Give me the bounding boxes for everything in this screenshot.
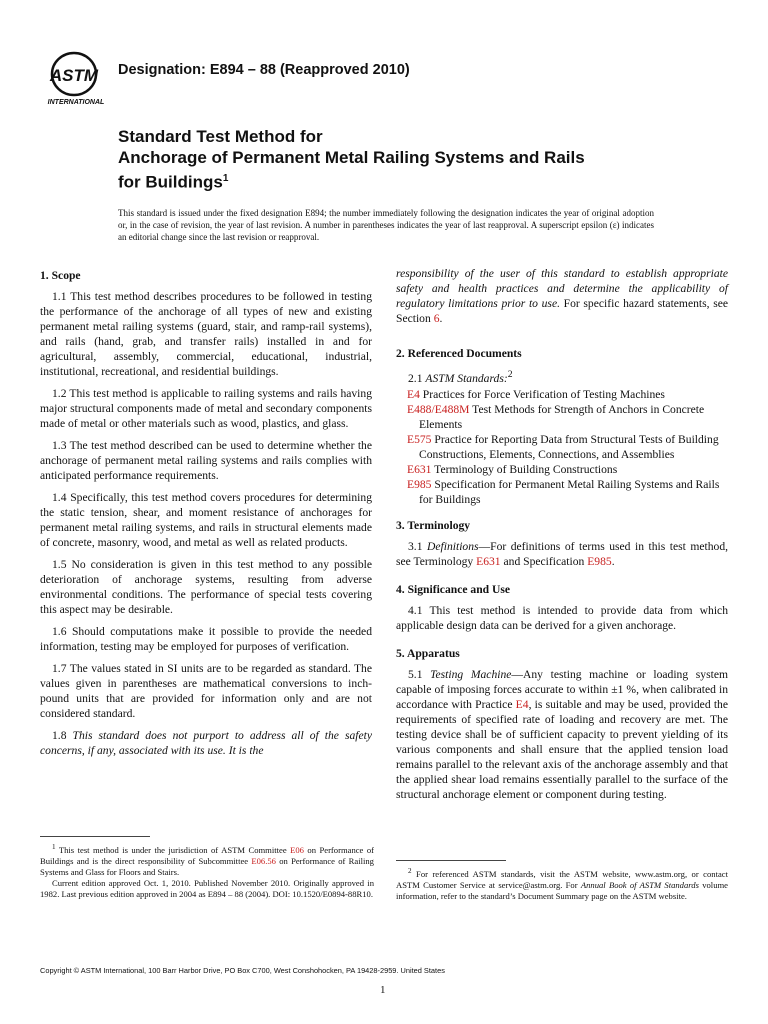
issuance-notice: This standard is issued under the fixed designation E894; the number immediately following the designation indicates the year of original adoption or, in the case of revision, the year of last revision. A number in parentheses indicates the year of last reapproval. A superscript epsilon (ε) indicates an editorial change since the last revision or reapproval. (118, 208, 654, 242)
section-heading-apparatus: 5. Apparatus (396, 646, 460, 660)
paragraph-1-5: 1.5 No consideration is given in this test method to any possible deterioration of anchorage systems, resulting from adverse environmental conditions. The performance of special tests covering this aspect may be desirable. (40, 558, 372, 616)
reference-link-e4[interactable]: E4 (407, 387, 420, 401)
page-number: 1 (380, 984, 386, 996)
title-footnote-mark: 1 (222, 173, 229, 184)
astm-logo (40, 50, 112, 108)
section-heading-scope: 1. Scope (40, 269, 81, 282)
reference-item: E4 Practices for Force Verification of Testing Machines (407, 387, 665, 401)
paragraph-1-8: 1.8 This standard does not purport to address all of the safety concerns, if any, associated with its use. It is the (40, 729, 373, 757)
apparatus-link-e4[interactable]: E4 (515, 697, 529, 711)
reference-item: E488/E488M Test Methods for Strength of Anchors in Concrete Elements (407, 402, 705, 431)
paragraph-4-1: 4.1 This test method is intended to provide data from which applicable design data can be derived for a given anchorage. (396, 603, 728, 632)
section-heading-significance: 4. Significance and Use (396, 582, 511, 596)
reference-item: E575 Practice for Reporting Data from Structural Tests of Building Constructions, Elements, Connections, and Assemblies (407, 432, 719, 461)
section-heading-referenced-documents: 2. Referenced Documents (396, 347, 522, 360)
reference-link-e488[interactable]: E488/E488M (407, 402, 470, 416)
paragraph-1-7: 1.7 The values stated in SI units are to be regarded as standard. The values given in parentheses are mathematical conversions to inch-pound units that are provided for information only and are not considered standard. (40, 662, 372, 720)
reference-link-e985[interactable]: E985 (407, 477, 432, 491)
svg-text:INTERNATIONAL: INTERNATIONAL (47, 99, 105, 106)
footnote-rule-right (396, 860, 506, 861)
reference-item: E631 Terminology of Building Constructions (407, 462, 618, 476)
paragraph-3-1: 3.1 Definitions—For definitions of terms used in this test method, see Terminology E631 and Specification E985. (396, 539, 729, 568)
footnote-1: $^1$ This test method is under the jurisdiction of ASTM Committee E06 on Performance of Buildings and is the direct responsibility of Subcommittee E06.56 on Performance of Railing Systems and Glass for Floors and Stairs. Current edition approved Oct. 1, 2010. Published November 2010. Originally approved in 1982. Last previous edition approved in 2004 as E894 – 88 (2004). DOI: 10.1520/E0894-88R10. (40, 843, 374, 899)
paragraph-1-4: 1.4 Specifically, this test method covers procedures for determining the static tension, shear, and moment resistance of anchorages for permanent metal railing systems, and rails in structural elements made of concrete, masonry, wood, and metal as well as related products. (40, 491, 372, 549)
reference-list (407, 387, 728, 507)
designation: Designation: E894 – 88 (Reapproved 2010) (118, 62, 410, 78)
terminology-link-e631[interactable]: E631 (476, 554, 501, 568)
footnote-1-edition: Current edition approved Oct. 1, 2010. Published November 2010. Originally approved in 1982. Last previous edition approved in 2004 as E894 – 88 (2004). DOI: 10.1520/E0894-88R10. (40, 877, 374, 899)
section-6-link[interactable]: 6 (433, 312, 440, 325)
footnote-2: $^2$ For referenced ASTM standards, visit the ASTM website, www.astm.org, or contact ASTM Customer Service at service@astm.org. For Annual Book of ASTM Standards volume information, refer to the standard’s Document Summary page on the ASTM website. (396, 867, 728, 901)
footnote-rule-left (40, 836, 150, 837)
committee-e06-link[interactable]: E06 (290, 844, 304, 855)
paragraph-1-1: 1.1 This test method describes procedures to be followed in testing the performance of the anchorage of all types of new and existing permanent metal railing systems (guard, stair, and ramp-rail systems), and rails (hand, grab, and transfer rails) installed in and for agricultural, assembly, commercial, educational, industrial, institutional, recreational, and residential buildings. (40, 290, 372, 378)
paragraph-1-6: 1.6 Should computations make it possible to provide the needed information, testing may be employed for purposes of verification. (40, 625, 372, 653)
section-heading-terminology: 3. Terminology (396, 518, 471, 532)
paragraph-2-1: 2.1 ASTM Standards:$^2$ (408, 369, 513, 385)
reference-link-e631[interactable]: E631 (407, 462, 432, 476)
subcommittee-e06-56-link[interactable]: E06.56 (251, 855, 276, 866)
reference-link-e575[interactable]: E575 (407, 432, 432, 446)
right-column (396, 266, 728, 809)
left-column (40, 266, 372, 765)
reference-item: E985 Specification for Permanent Metal Railing Systems and Rails for Buildings (407, 477, 720, 506)
svg-text:ASTM: ASTM (49, 66, 99, 85)
paragraph-5-1: 5.1 Testing Machine—Any testing machine or loading system capable of imposing forces accurate to within ±1 %, when calibrated in accordance with Practice E4, is suitable and may be used, provided the requirements of specified rate of loading and recovery are met. The testing device shall be of sufficient capacity to prevent yielding of its various components and shall ensure that the applied tension load remains parallel to the relevant axis of the anchorage assembly and that the applied shear load remains essentially parallel to the surface of the structural anchorage element or component during testing. (396, 667, 728, 801)
paragraph-1-3: 1.3 The test method described can be used to determine whether the anchorage of permanent metal railing systems and rails complies with anticipated performance requirements. (40, 439, 372, 482)
terminology-link-e985[interactable]: E985 (587, 554, 612, 568)
copyright-notice: Copyright © ASTM International, 100 Barr Harbor Drive, PO Box C700, West Conshohocken, PA 19428-2959. United States (40, 966, 445, 975)
paragraph-1-8-continued: responsibility of the user of this standard to establish appropriate safety and health practices and determine the applicability of regulatory limitations prior to use. For specific hazard statements, see Section 6. (396, 267, 728, 325)
title-line-2: Anchorage of Permanent Metal Railing Systems and Rails (118, 148, 585, 167)
document-title (118, 126, 678, 193)
title-line-3: for Buildings (118, 172, 223, 192)
title-line-1: Standard Test Method for (118, 127, 323, 146)
paragraph-1-2: 1.2 This test method is applicable to railing systems and rails having major structural components made of metal and secondary components made of metal or other materials such as wood, plastics, and glass. (40, 387, 372, 430)
